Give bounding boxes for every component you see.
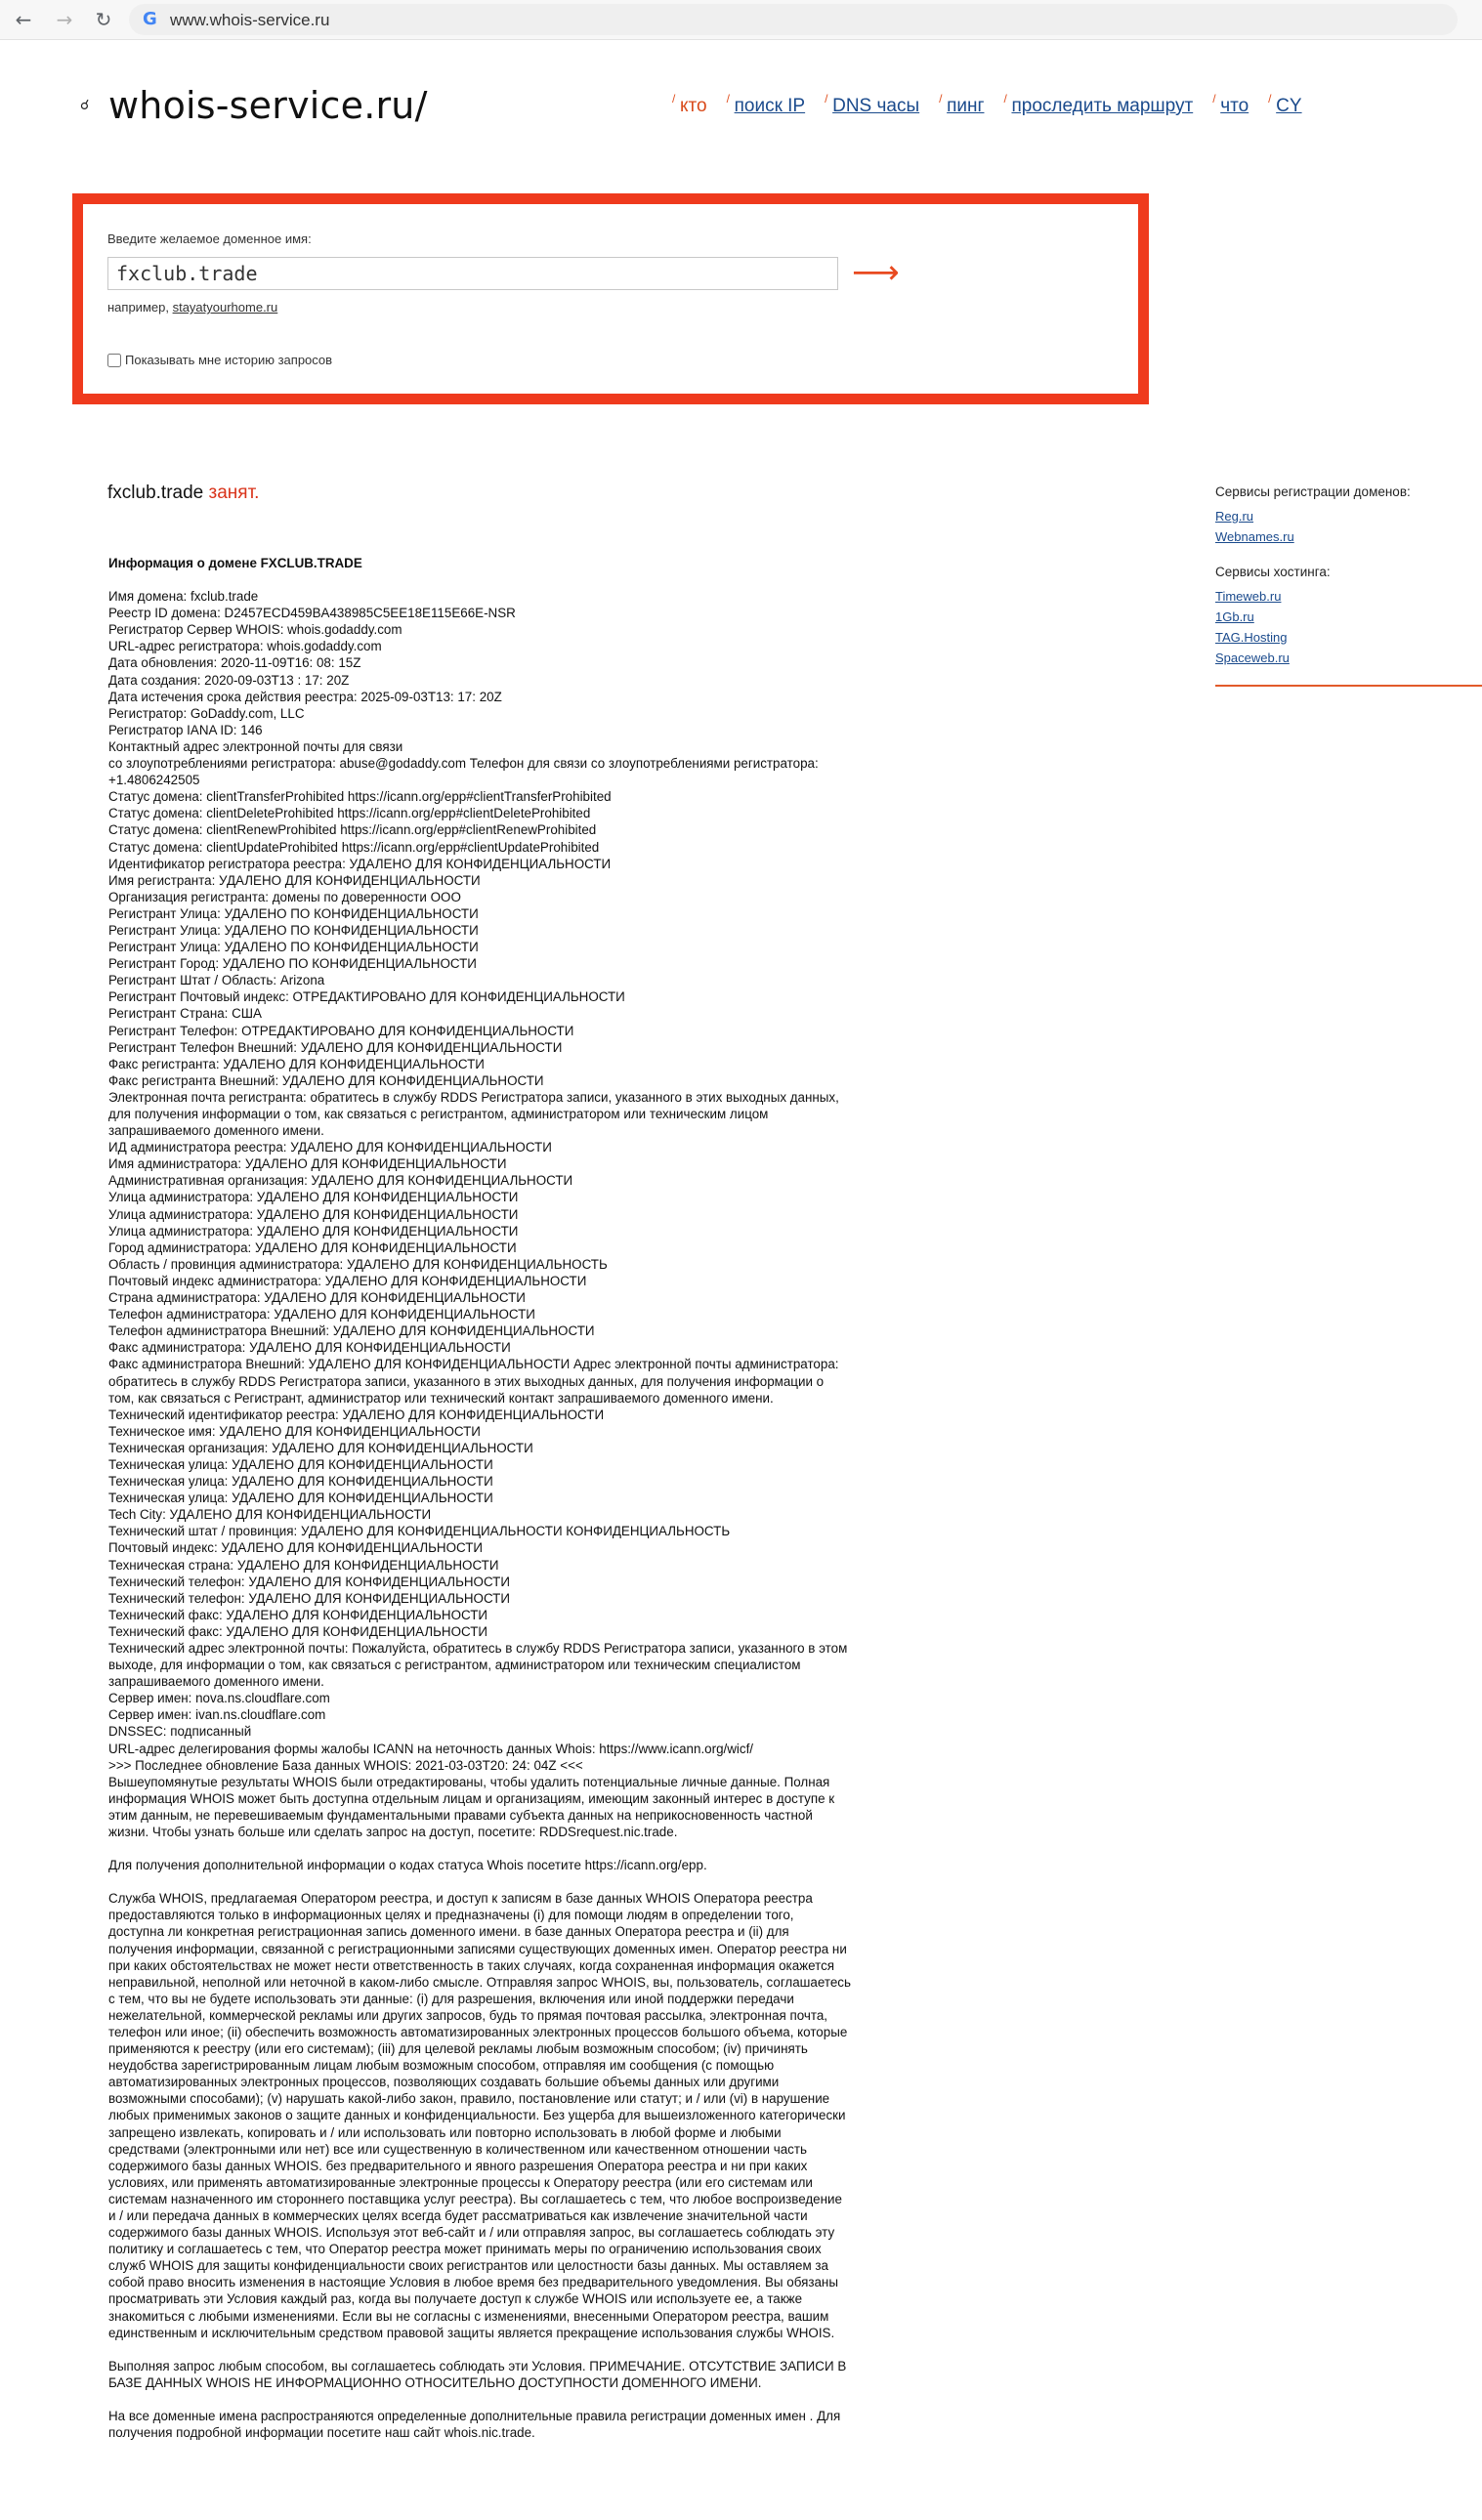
hosting-link[interactable]: 1Gb.ru [1215,609,1254,624]
submit-arrow-icon[interactable]: ⟶ [852,253,900,292]
history-label: Показывать мне историю запросов [125,353,333,367]
whois-line: Техническая улица: УДАЛЕНО ДЛЯ КОНФИДЕНЦИАЛЬНОСТИ [108,1456,493,1472]
whois-line: Технический идентификатор реестра: УДАЛЕНО ДЛЯ КОНФИДЕНЦИАЛЬНОСТИ [108,1407,605,1422]
nav-what[interactable]: / что [1212,92,1249,116]
whois-line: Имя администратора: УДАЛЕНО ДЛЯ КОНФИДЕНЦИАЛЬНОСТИ [108,1156,507,1172]
whois-line: Регистрант Улица: УДАЛЕНО ПО КОНФИДЕНЦИАЛЬНОСТИ [108,922,479,938]
site-logo[interactable]: whois-service.ru/ [108,84,428,127]
whois-line: Статус домена: clientUpdateProhibited https://icann.org/epp#clientUpdateProhibited [108,839,600,855]
nav-traceroute[interactable]: / проследить маршрут [1003,92,1194,116]
address-url: www.whois-service.ru [170,11,330,29]
hosting-link[interactable]: Timeweb.ru [1215,589,1282,604]
whois-line: ИД администратора реестра: УДАЛЕНО ДЛЯ КОНФИДЕНЦИАЛЬНОСТИ [108,1140,552,1155]
whois-line: Регистрант Телефон Внешний: УДАЛЕНО ДЛЯ КОНФИДЕНЦИАЛЬНОСТИ [108,1039,563,1055]
whois-line: Регистрант Город: УДАЛЕНО ПО КОНФИДЕНЦИАЛЬНОСТИ [108,956,477,972]
browser-toolbar [0,0,1482,40]
whois-line: Дата создания: 2020-09-03T13 : 17: 20Z [108,672,350,688]
whois-line: Телефон администратора Внешний: УДАЛЕНО ДЛЯ КОНФИДЕНЦИАЛЬНОСТИ [108,1323,595,1339]
whois-line: Идентификатор регистратора реестра: УДАЛЕНО ДЛЯ КОНФИДЕНЦИАЛЬНОСТИ [108,856,612,871]
whois-line: Техническая улица: УДАЛЕНО ДЛЯ КОНФИДЕНЦИАЛЬНОСТИ [108,1474,493,1490]
whois-line: Дата обновления: 2020-11-09T16: 08: 15Z [108,655,361,671]
whois-line: Технический телефон: УДАЛЕНО ДЛЯ КОНФИДЕНЦИАЛЬНОСТИ [108,1590,510,1606]
whois-line: Регистрант Штат / Область: Arizona [108,973,325,988]
nav-tick-icon: / [726,92,730,105]
whois-line: >>> Последнее обновление База данных WHOIS: 2021-03-03T20: 24: 04Z <<< [108,1757,583,1773]
whois-line: Область / провинция администратора: УДАЛЕНО ДЛЯ КОНФИДЕНЦИАЛЬНОСТЬ [108,1256,608,1272]
address-bar[interactable] [129,4,1458,35]
whois-line: Страна администратора: УДАЛЕНО ДЛЯ КОНФИДЕНЦИАЛЬНОСТИ [108,1290,526,1306]
whois-line: Регистрант Улица: УДАЛЕНО ПО КОНФИДЕНЦИАЛЬНОСТИ [108,940,479,955]
whois-line: Сервер имен: ivan.ns.cloudflare.com [108,1707,326,1723]
whois-line: Город администратора: УДАЛЕНО ДЛЯ КОНФИДЕНЦИАЛЬНОСТИ [108,1239,517,1255]
top-nav [672,92,1324,117]
forward-icon[interactable]: → [56,8,73,31]
whois-line: Технический телефон: УДАЛЕНО ДЛЯ КОНФИДЕНЦИАЛЬНОСТИ [108,1574,510,1589]
whois-line: Статус домена: clientDeleteProhibited https://icann.org/epp#clientDeleteProhibited [108,806,591,821]
whois-line: URL-адрес делегирования формы жалобы ICANN на неточность данных Whois: https://www.icann.org/wicf/ [108,1741,754,1756]
result-domain: fxclub.trade [107,483,204,503]
whois-line: Регистратор Сервер WHOIS: whois.godaddy.com [108,622,402,638]
whois-heading: Информация о домене FXCLUB.TRADE [108,556,362,570]
whois-line: Техническая организация: УДАЛЕНО ДЛЯ КОНФИДЕНЦИАЛЬНОСТИ [108,1440,533,1455]
whois-lines [108,588,851,2441]
whois-line: Почтовый индекс администратора: УДАЛЕНО ДЛЯ КОНФИДЕНЦИАЛЬНОСТИ [108,1273,587,1288]
whois-line: Служба WHOIS, предлагаемая Оператором реестра, и доступ к записям в базе данных WHOIS Оператора реестра предоставляются только в информационных целях и предназначены (i) для помощи людям в определении того, доступна ли конкретная регистрационная запись доменного имени. в базе данных Оператора реестра и (ii) для получения информации, связанной с регистрационными записями существующих доменных имен. Оператор реестра ни при каких обстоятельствах не может нести ответственность в таких случаях, когда сохраненная информация окажется неправильной, неполной или неточной в каком-либо смысле. Отправляя запрос WHOIS, вы, пользователь, соглашаетесь с тем, что вы не будете использовать эти данные: (i) для разрешения, включения или иной поддержки передачи нежелательной, коммерческой рекламы или других запросов, будь то прямая почтовая рассылка, электронная почта, телефон или иное; (ii) обеспечить возможность автоматизированных электронных процессов большого объема, которые применяются к реестру (или его системам); (iii) для целевой рекламы любым возможным способом; (iv) причинять неудобства зарегистрированным лицам любым возможным способом, отправляя им сообщения (с помощью автоматизированных электронных процессов, позволяющих создавать большие объемы данных или другими возможными способами); (v) нарушать какой-либо закон, правило, постановление или статут; и / или (vi) в нарушение любых применимых законов о защите данных и конфиденциальности. Без ущерба для вышеизложенного категорически запрещено извлекать, копировать и / или использовать или повторно использовать в любой форме и любыми средствами (электронными или нет) все или существенную в количественном или качественном отношении часть содержимого базы данных WHOIS. без предварительного и явного разрешения Оператора реестра и ни при каких условиях, или применять автоматизированные электронные процессы к Оператору реестра (или его системам или системам назначенного им стороннего поставщика услуг реестра). Вы соглашаетесь с тем, что любое воспроизведение и / или передача данных в коммерческих целях всегда будет рассматриваться как извлечение значительной части содержимого базы данных WHOIS. Используя этот веб-сайт и / или отправляя запрос, вы соглашаетесь соблюдать эту политику и соглашаетесь с тем, что Оператор реестра может принимать меры по ограничению использования своих служб WHOIS для защиты конфиденциальности своих регистрантов или целостности базы данных. Мы оставляем за собой право вносить изменения в настоящие Условия в любое время без предварительного уведомления. Вы обязаны просматривать эти Условия каждый раз, когда вы получаете доступ к службе WHOIS или используете ее, а также знакомиться с любыми изменениями. Если вы не согласны с изменениями, внесенными Оператором реестра, вашим единственным и исключительным средством правовой защиты является прекращение использования службы WHOIS. [108,1891,851,2340]
whois-line: Имя регистранта: УДАЛЕНО ДЛЯ КОНФИДЕНЦИАЛЬНОСТИ [108,872,481,888]
whois-line: Электронная почта регистранта: обратитесь в службу RDDS Регистратора записи, указанного в этих выходных данных, для получения информации о том, как связаться с регистрантом, администратором или техническим лицом запрашиваемого доменного имени. [108,1089,839,1139]
history-option[interactable] [107,353,332,367]
whois-line: DNSSEC: подписанный [108,1724,252,1740]
whois-line: Реестр ID домена: D2457ECD459BA438985C5EE18E115E66E-NSR [108,606,516,621]
whois-line: Техническая страна: УДАЛЕНО ДЛЯ КОНФИДЕНЦИАЛЬНОСТИ [108,1557,499,1573]
whois-line: Технический адрес электронной почты: Пожалуйста, обратитесь в службу RDDS Регистратора записи, указанного в этом выходе, для информации о том, как связаться с регистрантом, администратором или техническим специалистом запрашиваемого доменного имени. [108,1641,848,1690]
whois-gap [108,2341,851,2358]
whois-gap [108,2391,851,2408]
whois-line: со злоупотреблениями регистратора: abuse@godaddy.com Телефон для связи со злоупотреблениями регистратора: +1.4806242505 [108,756,819,788]
nav-ping[interactable]: / пинг [939,92,985,116]
whois-line: Регистрант Телефон: ОТРЕДАКТИРОВАНО ДЛЯ КОНФИДЕНЦИАЛЬНОСТИ [108,1023,574,1038]
hosting-title: Сервисы хостинга: [1215,565,1331,579]
whois-line: Статус домена: clientTransferProhibited https://icann.org/epp#clientTransferProhibited [108,789,612,805]
nav-cy[interactable]: / CY [1268,92,1302,116]
nav-tick-icon: / [672,92,676,105]
nav-tick-icon: / [1212,92,1216,105]
back-icon[interactable]: ← [15,8,32,31]
status-taken: занят. [208,483,260,503]
registrar-link[interactable]: Reg.ru [1215,509,1254,524]
reload-icon[interactable]: ↻ [95,8,112,31]
whois-line: URL-адрес регистратора: whois.godaddy.com [108,639,382,654]
sidebar-divider [1215,685,1482,687]
whois-line: Вышеупомянутые результаты WHOIS были отредактированы, чтобы удалить потенциальные личные данные. Полная информация WHOIS может быть доступна отдельным лицам и организациям, имеющим законный интерес в доступе к этим данным, не перевешиваемым фундаментальными правами субъекта данных на неприкосновенность частной жизни. Чтобы узнать больше или сделать запрос на доступ, посетите: RDDSrequest.nic.trade. [108,1774,835,1840]
search-label: Введите желаемое доменное имя: [107,231,312,246]
whois-record [108,555,851,2441]
whois-line: Почтовый индекс: УДАЛЕНО ДЛЯ КОНФИДЕНЦИАЛЬНОСТИ [108,1540,484,1556]
whois-line: Технический факс: УДАЛЕНО ДЛЯ КОНФИДЕНЦИАЛЬНОСТИ [108,1607,488,1622]
google-g-icon: G [143,9,157,29]
sidebar [1215,484,1482,686]
whois-line: Улица администратора: УДАЛЕНО ДЛЯ КОНФИДЕНЦИАЛЬНОСТИ [108,1223,519,1239]
whois-gap [108,1840,851,1857]
nav-tick-icon: / [939,92,943,105]
whois-line: Выполняя запрос любым способом, вы соглашаетесь соблюдать эти Условия. ПРИМЕЧАНИЕ. ОТСУТСТВИЕ ЗАПИСИ В БАЗЕ ДАННЫХ WHOIS НЕ ИНФОРМАЦИОННО ОТНОСИТЕЛЬНО ДОСТУПНОСТИ ДОМЕННОГО ИМЕНИ. [108,2358,847,2390]
whois-line: Техническая улица: УДАЛЕНО ДЛЯ КОНФИДЕНЦИАЛЬНОСТИ [108,1491,493,1506]
whois-line: Дата истечения срока действия реестра: 2025-09-03T13: 17: 20Z [108,689,502,704]
whois-line: Факс регистранта: УДАЛЕНО ДЛЯ КОНФИДЕНЦИАЛЬНОСТИ [108,1056,485,1071]
whois-line: Факс администратора Внешний: УДАЛЕНО ДЛЯ КОНФИДЕНЦИАЛЬНОСТИ Адрес электронной почты администратора: обратитесь в службу RDDS Регистратора записи, указанного в этих выходных данных, для получения информации о том, как связаться с Регистрант, администратор или технический контакт запрашиваемого доменного имени. [108,1357,839,1406]
logo-mark-icon: ☌ [80,98,90,113]
nav-ip-search[interactable]: / поиск IP [726,92,806,116]
whois-line: Контактный адрес электронной почты для связи [108,738,403,754]
whois-line: Улица администратора: УДАЛЕНО ДЛЯ КОНФИДЕНЦИАЛЬНОСТИ [108,1206,519,1222]
whois-line: Факс регистранта Внешний: УДАЛЕНО ДЛЯ КОНФИДЕНЦИАЛЬНОСТИ [108,1072,544,1088]
whois-line: На все доменные имена распространяются определенные дополнительные правила регистрации доменных имен . Для получения подробной информации посетите наш сайт whois.nic.trade. [108,2408,841,2441]
whois-line: Административная организация: УДАЛЕНО ДЛЯ КОНФИДЕНЦИАЛЬНОСТИ [108,1173,573,1189]
whois-line: Факс администратора: УДАЛЕНО ДЛЯ КОНФИДЕНЦИАЛЬНОСТИ [108,1340,511,1356]
whois-line: Организация регистранта: домены по доверенности ООО [108,889,461,904]
nav-tick-icon: / [1268,92,1272,105]
whois-line: Регистратор: GoDaddy.com, LLC [108,705,305,721]
whois-line: Технический штат / провинция: УДАЛЕНО ДЛЯ КОНФИДЕНЦИАЛЬНОСТИ КОНФИДЕНЦИАЛЬНОСТЬ [108,1524,731,1539]
whois-line: Tech City: УДАЛЕНО ДЛЯ КОНФИДЕНЦИАЛЬНОСТИ [108,1507,432,1523]
whois-line: Технический факс: УДАЛЕНО ДЛЯ КОНФИДЕНЦИАЛЬНОСТИ [108,1623,488,1639]
whois-line: Регистрант Страна: США [108,1006,262,1022]
nav-who[interactable]: / кто [672,92,707,116]
domain-status [107,483,259,504]
history-checkbox[interactable] [107,354,121,367]
registrars-section [1215,484,1482,547]
whois-line: Регистратор IANA ID: 146 [108,722,263,737]
nav-tick-icon: / [825,92,828,105]
domain-search-input[interactable] [107,257,838,290]
whois-line: Статус домена: clientRenewProhibited https://icann.org/epp#clientRenewProhibited [108,822,597,838]
whois-line: Сервер имен: nova.ns.cloudflare.com [108,1691,330,1706]
registrars-title: Сервисы регистрации доменов: [1215,484,1411,499]
whois-line: Для получения дополнительной информации о кодах статуса Whois посетите https://icann.org/epp. [108,1858,707,1873]
whois-line: Регистрант Улица: УДАЛЕНО ПО КОНФИДЕНЦИАЛЬНОСТИ [108,905,479,921]
whois-line: Техническое имя: УДАЛЕНО ДЛЯ КОНФИДЕНЦИАЛЬНОСТИ [108,1423,481,1439]
example-link[interactable]: stayatyourhome.ru [172,300,278,315]
example-prefix: например, [107,300,169,315]
whois-line: Имя домена: fxclub.trade [108,589,259,605]
search-example [107,300,277,315]
whois-line: Телефон администратора: УДАЛЕНО ДЛЯ КОНФИДЕНЦИАЛЬНОСТИ [108,1307,535,1323]
nav-dns-watch[interactable]: / DNS часы [825,92,920,116]
hosting-link[interactable]: Spaceweb.ru [1215,651,1290,665]
whois-line: Регистрант Почтовый индекс: ОТРЕДАКТИРОВАНО ДЛЯ КОНФИДЕНЦИАЛЬНОСТИ [108,989,625,1005]
whois-gap [108,1873,851,1890]
hosting-section [1215,565,1482,668]
registrar-link[interactable]: Webnames.ru [1215,529,1294,544]
whois-line: Улица администратора: УДАЛЕНО ДЛЯ КОНФИДЕНЦИАЛЬНОСТИ [108,1190,519,1205]
search-highlight-frame [72,193,1149,404]
hosting-link[interactable]: TAG.Hosting [1215,630,1288,645]
nav-tick-icon: / [1003,92,1007,105]
